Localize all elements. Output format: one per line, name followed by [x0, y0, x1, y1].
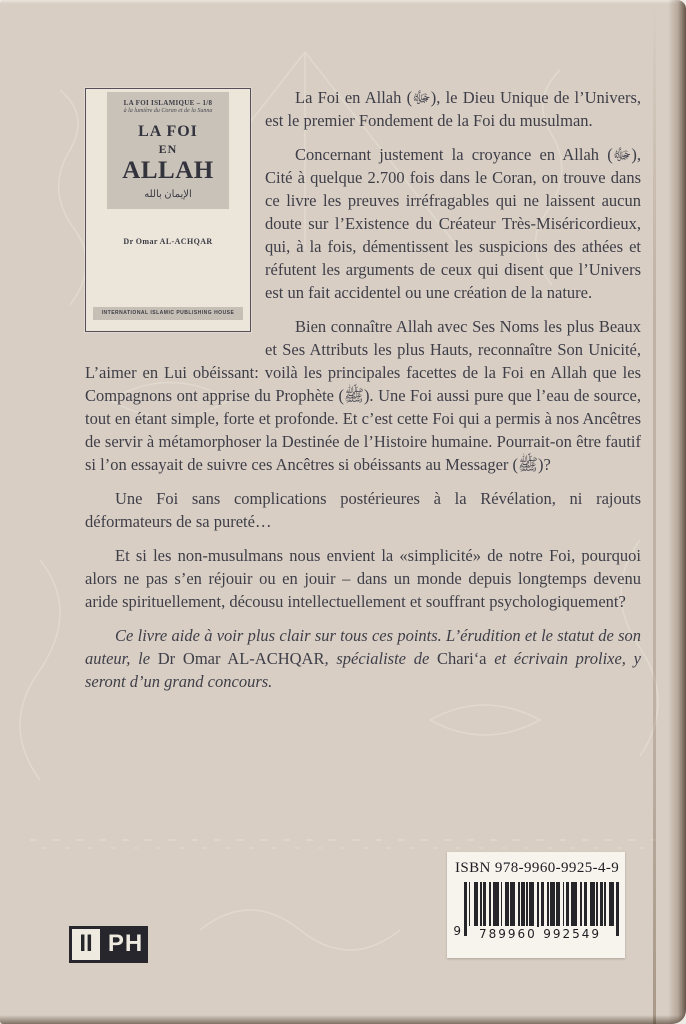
paragraph-1: La Foi en Allah (ﷻ), le Dieu Unique de l’Univers, est le premier Fondement de la Foi du musulman.	[265, 88, 641, 130]
author-name-inline: Dr Omar AL-ACHQAR	[157, 649, 325, 668]
thumbnail-title-line1: LA FOI	[138, 123, 198, 140]
thumbnail-publisher-band: INTERNATIONAL ISLAMIC PUBLISHING HOUSE	[93, 307, 243, 320]
paragraph-4: Une Foi sans complications postérieures à la Révélation, ni rajouts déformateurs de sa pureté…	[85, 489, 641, 531]
paragraph-6-mid: , spécialiste de	[324, 649, 438, 668]
iiph-logo-right-box: PH	[103, 926, 148, 963]
thumbnail-title-line3: ALLAH	[122, 157, 214, 184]
paragraph-6-tail: et écrivain prolixe, y seront d’un grand concours.	[85, 649, 641, 691]
spine-crease	[653, 0, 656, 1024]
book-right-edge-shadow	[668, 0, 686, 1024]
paragraph-3: Bien connaître Allah avec Ses Noms les plus Beaux et Ses Attributs les plus Hauts, reconnaître Son Unicité, L’aimer en Lui obéissant: voilà les principales facettes de la Foi en Allah que les Compagnons ont apprise du Prophète (ﷺ). Une Foi aussi pure que l’eau de source, tout en étant simple, forte et profonde. Et c’est cette Foi qui a permis à nos Ancêtres de servir à métamorphoser la Destinée de l’Histoire humaine. Pourrait-on être fautif si l’on essayait de suivre ces Ancêtres si obéissants au Messager (ﷺ)?	[85, 317, 641, 474]
barcode-digit-group1: 789960	[479, 927, 537, 941]
iiph-publisher-logo	[69, 926, 148, 963]
paragraph-6-lead: Ce livre aide à voir plus clair sur tous ces points. L’érudition et le statut de son auteur, le	[85, 626, 641, 668]
isbn-barcode-box	[447, 852, 625, 958]
isbn-label: ISBN 978-9960-9925-4-9	[455, 860, 620, 876]
paragraph-2: Concernant justement la croyance en Allah (ﷻ), Cité à quelque 2.700 fois dans le Coran, on trouve dans ce livre les preuves irréfragables qui ne laissent aucun doute sur l’Existence du Créateur Très-Miséricordieux, qui, à la fois, démentissent les suspicions des athées et réfutent les arguments de ceux qui disent que l’Univers est un fait accidentel ou une création de la nature.	[265, 145, 641, 302]
thumbnail-author: Dr Omar AL-ACHQAR	[123, 237, 213, 246]
series-label: LA FOI ISLAMIQUE – 1/8	[123, 99, 213, 107]
sharia-term-inline: Chari‘a	[437, 649, 487, 668]
paragraph-5: Et si les non-musulmans nous envient la «simplicité» de notre Foi, pourquoi alors ne pas s’en réjouir ou en jouir – dans un monde depuis longtemps devenu aride spirituellement, décousu intellectuellement et souffrant psychologiquement?	[85, 546, 641, 611]
iiph-logo-left-box: II	[69, 926, 103, 963]
series-subtitle: à la lumière du Coran et de la Sunna	[123, 108, 213, 114]
book-top-edge-highlight	[0, 0, 686, 4]
book-bottom-edge-shadow	[0, 1015, 686, 1024]
arabic-calligraphy-title: الإيمان بالله	[144, 189, 192, 200]
paragraph-6	[85, 624, 641, 693]
thumbnail-title-panel	[107, 92, 229, 209]
barcode-digit-left: 9	[453, 924, 461, 938]
barcode-digit-group2: 992549	[543, 927, 601, 941]
front-cover-thumbnail	[85, 88, 251, 332]
barcode-digit-groups	[455, 927, 617, 941]
back-cover-text-block	[85, 86, 641, 704]
thumbnail-title-line2: EN	[158, 142, 178, 156]
